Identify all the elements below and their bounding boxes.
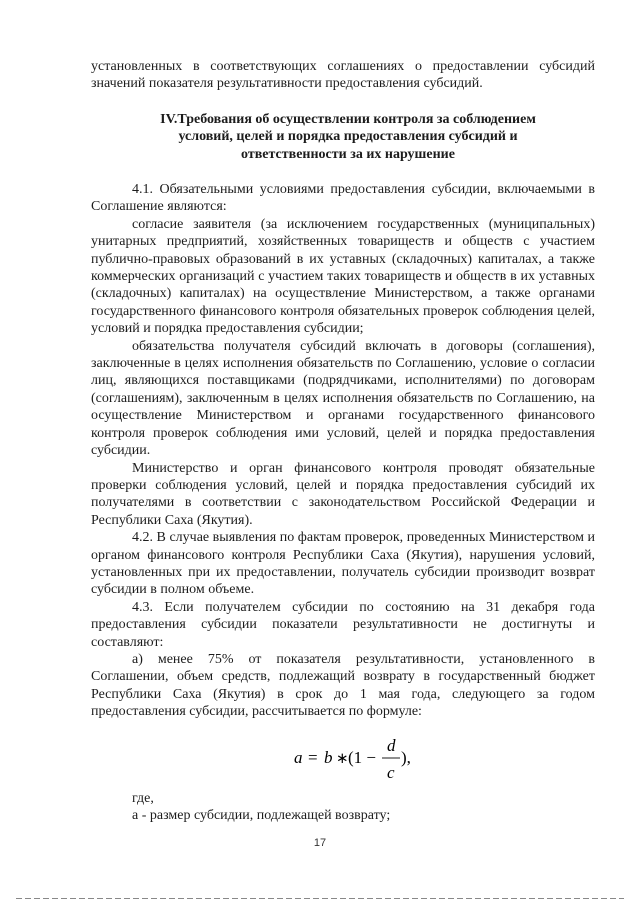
- return-formula: [294, 735, 434, 783]
- section-heading: IV.Требования об осуществлении контроля за соблюдением условий, целей и порядка предоставления субсидий и ответственности за их нарушение: [160, 112, 536, 162]
- continuation-paragraph: [91, 58, 595, 93]
- paragraph-ministry-checks: Министерство и орган финансового контроля проводят обязательные проверки соблюдения условий, целей и порядка предоставления субсидий их получателями в соответствии с законодательством Российской Федерации и Республики Саха (Якутия).: [91, 460, 595, 528]
- formula-open: (1 −: [348, 748, 376, 767]
- formula-equals: =: [308, 748, 318, 767]
- formula-times: ∗: [336, 751, 349, 767]
- paragraph-consent: согласие заявителя (за исключением государственных (муниципальных) унитарных предприятий, хозяйственных товариществ и обществ с участием публично-правовых образований в их уставных (складочных) капиталах, а также коммерческих организаций с участием таких товариществ и обществ в их уставных (складочных) капиталах) на осуществление Министерством, а также органами государственного финансового контроля обязательных проверок соблюдения целей, условий и порядка предоставления субсидии;: [91, 216, 595, 337]
- formula-lhs: a: [294, 748, 303, 767]
- definition-a: а - размер субсидии, подлежащей возврату;: [132, 808, 391, 824]
- formula-numerator: d: [387, 736, 396, 755]
- definitions-block: [91, 790, 595, 825]
- where-label: где,: [132, 791, 154, 806]
- paragraph-4-1: 4.1. Обязательными условиями предоставления субсидии, включаемыми в Соглашение являются:: [91, 182, 595, 215]
- paragraph-4-2: 4.2. В случае выявления по фактам проверок, проведенных Министерством и органом финансового контроля Республики Саха (Якутия), нарушения условий, установленных при их предоставлении, получатель субсидии производит возврат субсидии в полном объеме.: [91, 530, 595, 598]
- paragraph-4-3: 4.3. Если получателем субсидии по состоянию на 31 декабря года предоставления субсидии показатели результативности не достигнуты и составляют:: [91, 599, 595, 650]
- bottom-scan-edge: [16, 898, 624, 899]
- formula-close: ),: [401, 748, 411, 767]
- continuation-text: установленных в соответствующих соглашениях о предоставлении субсидий значений показателя результативности предоставления субсидий.: [91, 59, 595, 92]
- section-body: [91, 181, 595, 721]
- paragraph-item-a: а) менее 75% от показателя результативности, установленного в Соглашении, объем средств, подлежащий возврату в государственный бюджет Республики Саха (Якутия) в срок до 1 мая года, следующего за годом предоставления субсидии, рассчитывается по формуле:: [91, 651, 595, 720]
- formula-denominator: c: [387, 763, 395, 782]
- page-number: 17: [313, 837, 327, 849]
- paragraph-obligation: обязательства получателя субсидий включать в договоры (соглашения), заключенные в целях исполнения обязательств по Соглашению, условие о согласии лиц, являющихся поставщиками (подрядчиками, исполнителями) по договорам (соглашениям), заключенным в целях исполнения обязательств по Соглашению, на осуществление Министерством и органами государственного финансового контроля проверок соблюдения ими условий, целей и порядка предоставления субсидии.: [91, 338, 595, 459]
- formula-b: b: [324, 748, 333, 767]
